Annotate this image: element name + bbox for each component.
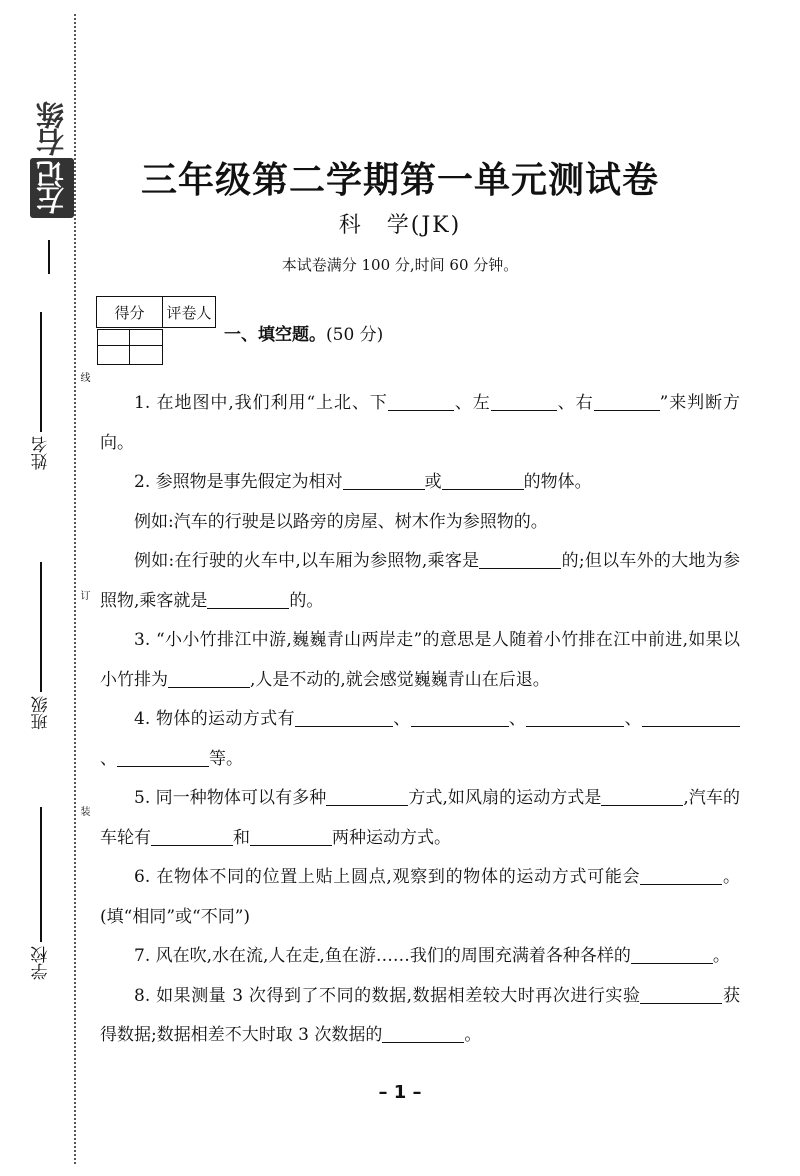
exam-subject: 科 学(JK) bbox=[338, 213, 462, 238]
seal-line-char: 线 bbox=[78, 372, 89, 382]
ex2-blank-2[interactable] bbox=[207, 591, 289, 609]
q8-blank-1[interactable] bbox=[640, 986, 722, 1004]
school-line bbox=[40, 807, 41, 942]
example-1: 例如:汽车的行驶是以路旁的房屋、树木作为参照物的。 bbox=[134, 511, 548, 532]
q5-blank-2[interactable] bbox=[601, 788, 683, 806]
q1-blank-2[interactable] bbox=[491, 393, 557, 411]
section-points: (50 分) bbox=[326, 325, 384, 345]
brand-left: 左记 bbox=[30, 158, 74, 218]
question-1: 1. 在地图中,我们利用“上北、下 、左 、右 ”来判断方向。 bbox=[100, 393, 741, 453]
score-table bbox=[96, 296, 216, 347]
class-field[interactable] bbox=[26, 550, 56, 730]
class-label: 班级 bbox=[31, 696, 52, 730]
exam-note: 本试卷满分 100 分,时间 60 分钟。 bbox=[281, 256, 519, 274]
q2-blank-1[interactable] bbox=[343, 472, 425, 490]
question-7: 7. 风在吹,水在流,人在走,鱼在游……我们的周围充满着各种各样的 。 bbox=[134, 946, 730, 966]
q4-blank-2[interactable] bbox=[411, 709, 509, 727]
q7-blank-1[interactable] bbox=[631, 946, 713, 964]
seal-ding-char: 订 bbox=[78, 590, 89, 600]
example-2: 例如:在行驶的火车中,以车厢为参照物,乘客是 的;但以车外的大地为参照物,乘客就是 的。 bbox=[100, 551, 740, 611]
score-cell[interactable] bbox=[97, 330, 130, 365]
question-list bbox=[100, 384, 740, 1056]
question-8: 8. 如果测量 3 次得到了不同的数据,数据相差较大时再次进行实验 获得数据;数据相差不大时取 3 次数据的 。 bbox=[100, 985, 740, 1045]
question-4: 4. 物体的运动方式有 、 、 、、 等。 bbox=[100, 700, 740, 779]
name-line bbox=[40, 312, 41, 432]
page-number: – 1 – bbox=[378, 1082, 422, 1103]
q3-blank-1[interactable] bbox=[168, 670, 250, 688]
grader-cell[interactable] bbox=[130, 330, 163, 365]
question-6: 6. 在物体不同的位置上贴上圆点,观察到的物体的运动方式可能会 。(填“相同”或“不同”) bbox=[100, 867, 740, 927]
q6-blank-1[interactable] bbox=[640, 867, 722, 885]
school-label: 学校 bbox=[31, 946, 52, 980]
grader-header: 评卷人 bbox=[163, 297, 216, 328]
name-label: 姓名 bbox=[31, 436, 52, 470]
brand-right: 右练 bbox=[35, 102, 68, 156]
section-heading bbox=[224, 320, 383, 345]
q4-blank-3[interactable] bbox=[526, 709, 624, 727]
q8-blank-2[interactable] bbox=[382, 1025, 464, 1043]
q5-blank-3[interactable] bbox=[151, 828, 233, 846]
q1-blank-3[interactable] bbox=[594, 393, 660, 411]
q4-blank-1[interactable] bbox=[295, 709, 393, 727]
section-label: 一、填空题。 bbox=[224, 325, 326, 345]
score-header: 得分 bbox=[97, 297, 163, 328]
q5-blank-4[interactable] bbox=[250, 828, 332, 846]
ex2-blank-1[interactable] bbox=[479, 551, 561, 569]
seal-zhuang-char: 装 bbox=[78, 806, 89, 816]
class-line bbox=[40, 562, 41, 692]
q4-blank-4[interactable] bbox=[642, 709, 740, 727]
exam-title: 三年级第二学期第一单元测试卷 bbox=[140, 159, 659, 201]
question-2: 2. 参照物是事先假定为相对 或 的物体。 bbox=[134, 472, 592, 492]
q2-blank-2[interactable] bbox=[442, 472, 524, 490]
name-field[interactable] bbox=[26, 300, 56, 470]
school-field[interactable] bbox=[26, 800, 56, 980]
q4-blank-5[interactable] bbox=[117, 749, 209, 767]
question-5: 5. 同一种物体可以有多种 方式,如风扇的运动方式是 ,汽车的车轮有 和 两种运动方式。 bbox=[100, 788, 740, 848]
q1-blank-1[interactable] bbox=[388, 393, 454, 411]
question-3: 3. “小小竹排江中游,巍巍青山两岸走”的意思是人随着小竹排在江中前进,如果以小竹排为 ,人是不动的,就会感觉巍巍青山在后退。 bbox=[100, 630, 740, 690]
q5-blank-1[interactable] bbox=[326, 788, 408, 806]
